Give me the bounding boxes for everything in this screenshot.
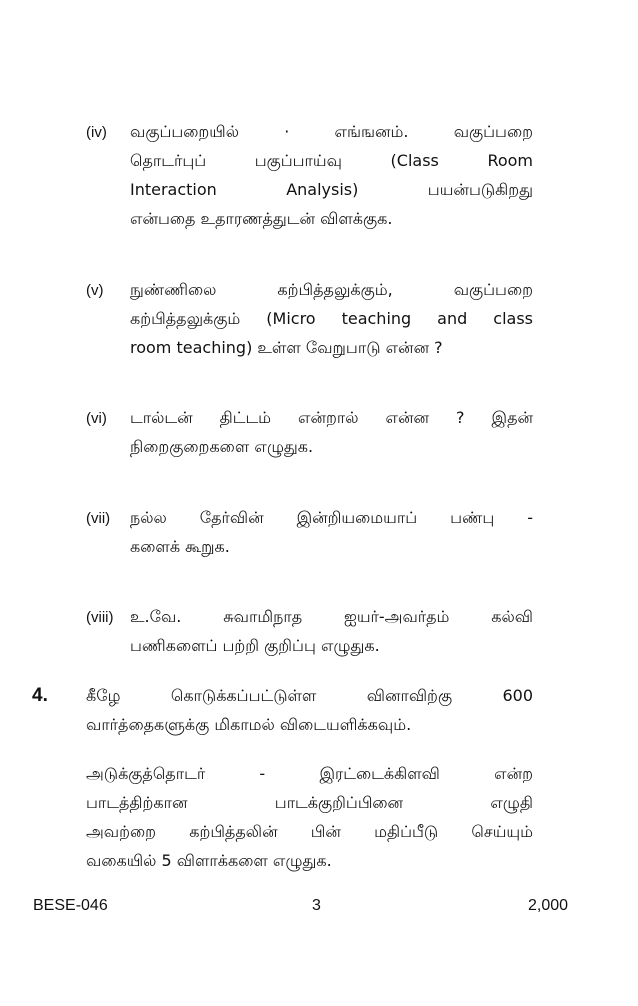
item-label: (vi) [86, 410, 107, 427]
item-text-line: களைக் கூறுக. [130, 537, 230, 556]
instruction-line: வார்த்தைகளுக்கு மிகாமல் விடையளிக்கவும். [86, 715, 412, 734]
question-body-line: பாடத்திற்கான பாடக்குறிப்பினை எழுதி [86, 793, 533, 812]
item-text-line: கற்பித்தலுக்கும் (Micro teaching and class [130, 309, 533, 328]
item-text-line: பணிகளைப் பற்றி குறிப்பு எழுதுக. [130, 636, 380, 655]
course-code: BESE-046 [33, 897, 108, 914]
item-text-line: தொடர்புப் பகுப்பாய்வு (Class Room [130, 151, 533, 170]
question-body-line: வகையில் 5 விளாக்களை எழுதுக. [86, 851, 332, 870]
item-text-line: வகுப்பறையில் · எங்ஙனம். வகுப்பறை [130, 122, 533, 141]
item-text-line: டால்டன் திட்டம் என்றால் என்ன ? இதன் [130, 408, 533, 427]
question-body-line: அவற்றை கற்பித்தலின் பின் மதிப்பீடு செய்யும் [86, 822, 533, 841]
page-number: 3 [312, 897, 321, 914]
item-text-line: Interaction Analysis) பயன்படுகிறது [130, 180, 533, 199]
item-label: (viii) [86, 609, 114, 626]
item-text-line: room teaching) உள்ள வேறுபாடு என்ன ? [130, 338, 443, 357]
item-text-line: நல்ல தேர்வின் இன்றியமையாப் பண்பு - [130, 508, 533, 527]
item-text-line: நிறைகுறைகளை எழுதுக. [130, 437, 314, 456]
item-text-line: நுண்ணிலை கற்பித்தலுக்கும், வகுப்பறை [130, 280, 533, 299]
print-count: 2,000 [528, 897, 569, 914]
item-label: (vii) [86, 510, 111, 527]
item-text-line: உ.வே. சுவாமிநாத ஐயர்-அவர்தம் கல்வி [130, 607, 533, 626]
item-text-line: என்பதை உதாரணத்துடன் விளக்குக. [130, 209, 393, 228]
question-body-line: அடுக்குத்தொடர் - இரட்டைக்கிளவி என்ற [86, 764, 533, 783]
question-number: 4. [32, 685, 48, 706]
item-label: (v) [86, 282, 104, 299]
instruction-line: கீழே கொடுக்கப்பட்டுள்ள வினாவிற்கு 600 [86, 686, 533, 705]
item-label: (iv) [86, 124, 107, 141]
